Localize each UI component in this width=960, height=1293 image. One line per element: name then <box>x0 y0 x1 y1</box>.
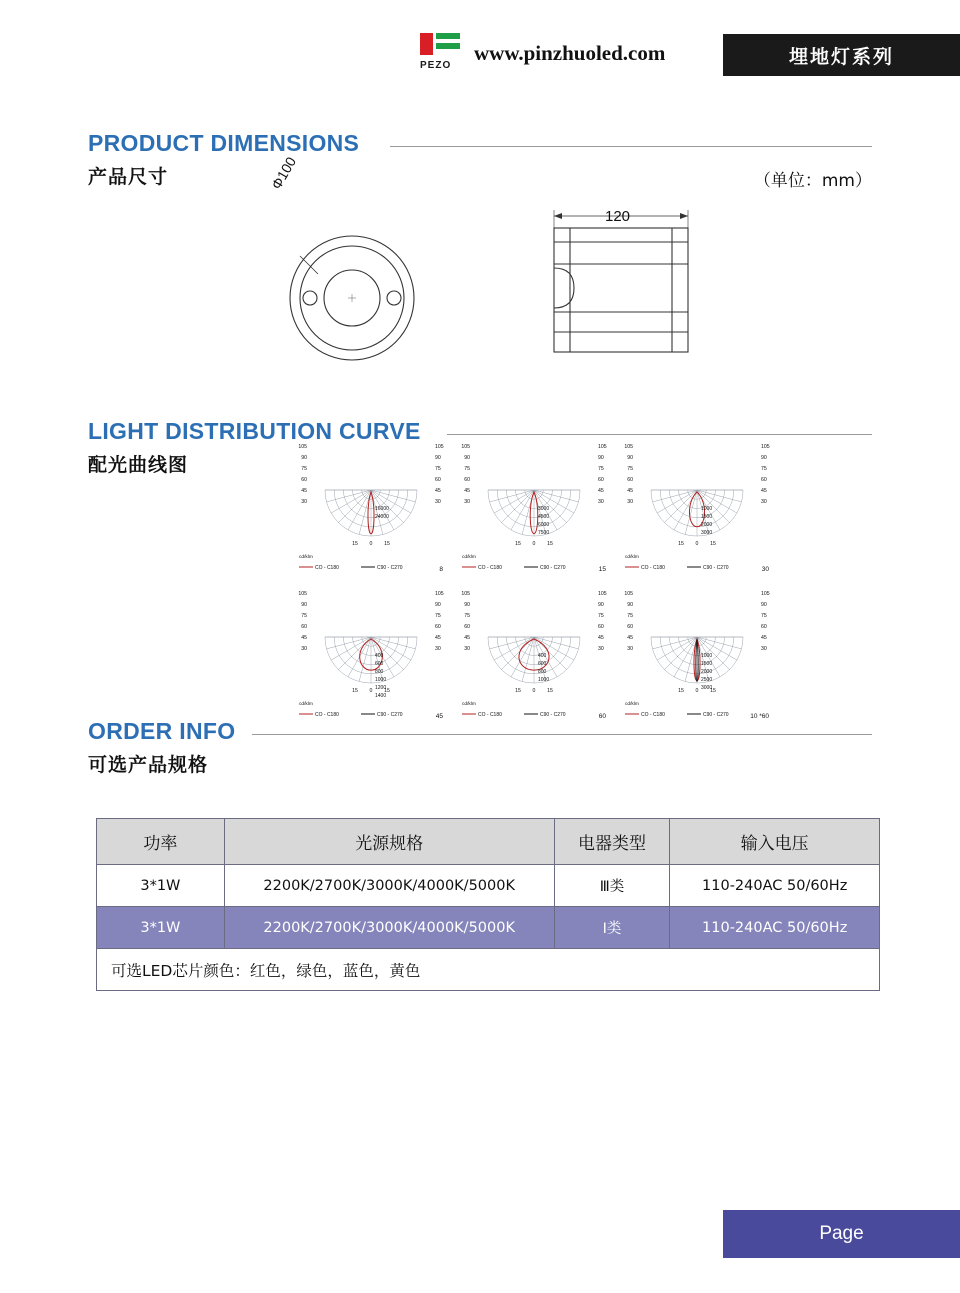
svg-text:75: 75 <box>435 466 441 472</box>
column-header-power: 功率 <box>97 819 225 865</box>
dimensions-title-cn: 产品尺寸 <box>88 166 169 188</box>
svg-text:15: 15 <box>598 566 606 573</box>
curve-chart-4 <box>295 587 447 728</box>
svg-text:30: 30 <box>301 499 307 505</box>
svg-text:0: 0 <box>369 688 373 694</box>
svg-text:60: 60 <box>761 624 767 630</box>
footer-page-box <box>723 1210 960 1258</box>
svg-text:105: 105 <box>435 444 444 450</box>
diameter-label: Φ100 <box>268 154 300 192</box>
svg-text:400: 400 <box>538 653 547 659</box>
svg-text:45: 45 <box>435 635 441 641</box>
svg-text:3000: 3000 <box>701 685 713 691</box>
section-order-info <box>88 718 235 777</box>
svg-text:CO - C180: CO - C180 <box>478 712 502 718</box>
svg-text:30: 30 <box>761 566 769 573</box>
width-label: 120 <box>605 208 631 225</box>
svg-text:C90 - C270: C90 - C270 <box>377 565 403 571</box>
curve-chart-6 <box>621 587 773 728</box>
svg-text:105: 105 <box>598 591 607 597</box>
page-header <box>0 0 960 88</box>
section-product-dimensions <box>88 130 359 189</box>
svg-text:30: 30 <box>761 646 767 652</box>
cell-voltage: 110-240AC 50/60Hz <box>670 907 880 949</box>
svg-text:60: 60 <box>627 624 633 630</box>
svg-text:60: 60 <box>464 624 470 630</box>
svg-text:105: 105 <box>461 591 470 597</box>
svg-text:75: 75 <box>301 466 307 472</box>
svg-text:15: 15 <box>547 541 553 547</box>
cell-power: 3*1W <box>97 865 225 907</box>
svg-text:75: 75 <box>598 613 604 619</box>
column-header-class: 电器类型 <box>554 819 670 865</box>
svg-text:15: 15 <box>678 541 684 547</box>
svg-text:60: 60 <box>435 624 441 630</box>
svg-text:30: 30 <box>627 499 633 505</box>
cell-class: Ⅰ类 <box>554 907 670 949</box>
svg-text:75: 75 <box>464 613 470 619</box>
svg-text:60: 60 <box>627 477 633 483</box>
svg-text:105: 105 <box>598 444 607 450</box>
svg-text:2500: 2500 <box>701 677 713 683</box>
svg-text:15: 15 <box>515 688 521 694</box>
svg-text:30: 30 <box>464 646 470 652</box>
dimensions-title-en: PRODUCT DIMENSIONS <box>88 130 360 156</box>
svg-text:0: 0 <box>695 688 699 694</box>
svg-text:45: 45 <box>435 713 443 720</box>
svg-text:90: 90 <box>598 602 604 608</box>
svg-text:C90 - C270: C90 - C270 <box>540 565 566 571</box>
table-row <box>97 907 880 949</box>
curve-title-en: LIGHT DISTRIBUTION CURVE <box>88 418 421 444</box>
footer-page-label: Page <box>819 1223 864 1244</box>
svg-text:30: 30 <box>435 499 441 505</box>
photometric-curve-grid <box>295 440 775 730</box>
svg-text:24000: 24000 <box>375 514 389 520</box>
led-color-note: 可选LED芯片颜色：红色，绿色，蓝色，黄色 <box>97 949 880 991</box>
svg-text:3000: 3000 <box>701 530 713 536</box>
svg-text:105: 105 <box>435 591 444 597</box>
svg-text:30: 30 <box>301 646 307 652</box>
svg-text:90: 90 <box>301 455 307 461</box>
svg-text:10 *60: 10 *60 <box>750 713 769 720</box>
table-row <box>97 865 880 907</box>
svg-text:60: 60 <box>598 713 606 720</box>
column-header-source: 光源规格 <box>224 819 554 865</box>
svg-text:8: 8 <box>439 566 443 573</box>
header-series-label: 埋地灯系列 <box>788 45 894 68</box>
svg-text:30: 30 <box>598 646 604 652</box>
svg-text:90: 90 <box>761 455 767 461</box>
curve-chart-5 <box>458 587 610 728</box>
svg-text:75: 75 <box>435 613 441 619</box>
svg-text:C90 - C270: C90 - C270 <box>703 565 729 571</box>
svg-text:1500: 1500 <box>701 514 713 520</box>
svg-text:90: 90 <box>761 602 767 608</box>
svg-text:45: 45 <box>627 635 633 641</box>
svg-text:105: 105 <box>624 591 633 597</box>
svg-text:45: 45 <box>627 488 633 494</box>
header-series-badge <box>723 34 960 76</box>
svg-text:0: 0 <box>532 688 536 694</box>
dimension-drawings <box>0 190 960 390</box>
svg-text:45: 45 <box>598 635 604 641</box>
svg-text:75: 75 <box>761 466 767 472</box>
svg-text:1000: 1000 <box>701 506 713 512</box>
logo-mark-icon <box>420 31 468 59</box>
svg-text:90: 90 <box>627 602 633 608</box>
table-header-row <box>97 819 880 865</box>
curve-chart-2 <box>458 440 610 581</box>
svg-text:0: 0 <box>369 541 373 547</box>
svg-text:90: 90 <box>464 455 470 461</box>
svg-text:90: 90 <box>301 602 307 608</box>
svg-text:600: 600 <box>538 661 547 667</box>
svg-text:60: 60 <box>301 477 307 483</box>
svg-text:0: 0 <box>695 541 699 547</box>
svg-text:105: 105 <box>761 444 770 450</box>
dimensions-title-rule <box>390 146 872 147</box>
svg-text:CO - C180: CO - C180 <box>478 565 502 571</box>
curve-title-cn: 配光曲线图 <box>88 454 189 476</box>
svg-text:600: 600 <box>375 661 384 667</box>
svg-text:60: 60 <box>435 477 441 483</box>
svg-text:7500: 7500 <box>538 530 550 536</box>
curve-chart-3 <box>621 440 773 581</box>
svg-text:15: 15 <box>384 541 390 547</box>
svg-text:2000: 2000 <box>701 522 713 528</box>
svg-text:45: 45 <box>598 488 604 494</box>
svg-text:60: 60 <box>761 477 767 483</box>
dimension-drawing-svg <box>0 190 960 390</box>
svg-text:90: 90 <box>627 455 633 461</box>
brand-logo <box>420 31 472 75</box>
cell-source: 2200K/2700K/3000K/4000K/5000K <box>224 865 554 907</box>
svg-text:60: 60 <box>598 624 604 630</box>
svg-text:90: 90 <box>464 602 470 608</box>
svg-text:30: 30 <box>464 499 470 505</box>
svg-text:15: 15 <box>515 541 521 547</box>
svg-text:75: 75 <box>464 466 470 472</box>
svg-text:1500: 1500 <box>701 661 713 667</box>
svg-text:4500: 4500 <box>538 514 550 520</box>
svg-text:60: 60 <box>464 477 470 483</box>
svg-text:75: 75 <box>761 613 767 619</box>
svg-text:800: 800 <box>375 669 384 675</box>
svg-text:105: 105 <box>461 444 470 450</box>
svg-text:90: 90 <box>435 602 441 608</box>
svg-text:CO - C180: CO - C180 <box>641 565 665 571</box>
svg-text:45: 45 <box>464 488 470 494</box>
svg-text:1000: 1000 <box>701 653 713 659</box>
svg-text:105: 105 <box>298 591 307 597</box>
svg-text:cd/klm: cd/klm <box>462 702 476 707</box>
svg-text:1200: 1200 <box>375 685 387 691</box>
svg-text:1400: 1400 <box>375 693 387 699</box>
svg-text:45: 45 <box>435 488 441 494</box>
order-title-en: ORDER INFO <box>88 718 236 744</box>
header-website-url: www.pinzhuoled.com <box>474 41 666 65</box>
svg-text:30: 30 <box>761 499 767 505</box>
svg-text:15: 15 <box>352 541 358 547</box>
dimensions-unit-note: （单位：mm） <box>753 171 872 191</box>
svg-text:75: 75 <box>301 613 307 619</box>
svg-text:CO - C180: CO - C180 <box>315 565 339 571</box>
svg-text:105: 105 <box>624 444 633 450</box>
svg-text:cd/klm: cd/klm <box>625 555 639 560</box>
svg-text:cd/klm: cd/klm <box>625 702 639 707</box>
cell-voltage: 110-240AC 50/60Hz <box>670 865 880 907</box>
svg-text:90: 90 <box>598 455 604 461</box>
svg-text:1000: 1000 <box>538 677 550 683</box>
svg-text:105: 105 <box>761 591 770 597</box>
svg-text:15: 15 <box>710 688 716 694</box>
svg-text:45: 45 <box>464 635 470 641</box>
svg-text:400: 400 <box>375 653 384 659</box>
svg-text:15: 15 <box>352 688 358 694</box>
svg-text:15: 15 <box>678 688 684 694</box>
order-title-rule <box>252 734 872 735</box>
svg-text:CO - C180: CO - C180 <box>315 712 339 718</box>
svg-text:30: 30 <box>627 646 633 652</box>
svg-text:45: 45 <box>761 488 767 494</box>
curve-chart-1 <box>295 440 447 581</box>
svg-text:45: 45 <box>761 635 767 641</box>
svg-text:15: 15 <box>384 688 390 694</box>
order-title-cn: 可选产品规格 <box>88 754 209 776</box>
svg-text:CO - C180: CO - C180 <box>641 712 665 718</box>
cell-power: 3*1W <box>97 907 225 949</box>
svg-text:15: 15 <box>547 688 553 694</box>
svg-text:cd/klm: cd/klm <box>462 555 476 560</box>
svg-text:C90 - C270: C90 - C270 <box>703 712 729 718</box>
svg-text:30: 30 <box>435 646 441 652</box>
svg-text:6000: 6000 <box>538 522 550 528</box>
svg-text:16000: 16000 <box>375 506 389 512</box>
table-note-row <box>97 949 880 991</box>
cell-source: 2200K/2700K/3000K/4000K/5000K <box>224 907 554 949</box>
svg-text:1000: 1000 <box>375 677 387 683</box>
svg-text:45: 45 <box>301 488 307 494</box>
svg-text:0: 0 <box>532 541 536 547</box>
svg-text:800: 800 <box>538 669 547 675</box>
svg-text:3000: 3000 <box>538 506 550 512</box>
svg-text:60: 60 <box>598 477 604 483</box>
svg-text:105: 105 <box>298 444 307 450</box>
column-header-voltage: 输入电压 <box>670 819 880 865</box>
svg-text:15: 15 <box>710 541 716 547</box>
svg-text:75: 75 <box>627 466 633 472</box>
svg-text:75: 75 <box>598 466 604 472</box>
svg-text:2000: 2000 <box>701 669 713 675</box>
svg-text:cd/klm: cd/klm <box>299 555 313 560</box>
svg-text:45: 45 <box>301 635 307 641</box>
logo-text: PEZO <box>420 60 452 71</box>
order-info-table <box>96 818 880 991</box>
svg-text:75: 75 <box>627 613 633 619</box>
svg-text:60: 60 <box>301 624 307 630</box>
svg-text:cd/klm: cd/klm <box>299 702 313 707</box>
curve-title-rule <box>447 434 872 435</box>
svg-text:C90 - C270: C90 - C270 <box>377 712 403 718</box>
svg-text:C90 - C270: C90 - C270 <box>540 712 566 718</box>
svg-text:30: 30 <box>598 499 604 505</box>
cell-class: Ⅲ类 <box>554 865 670 907</box>
svg-text:90: 90 <box>435 455 441 461</box>
